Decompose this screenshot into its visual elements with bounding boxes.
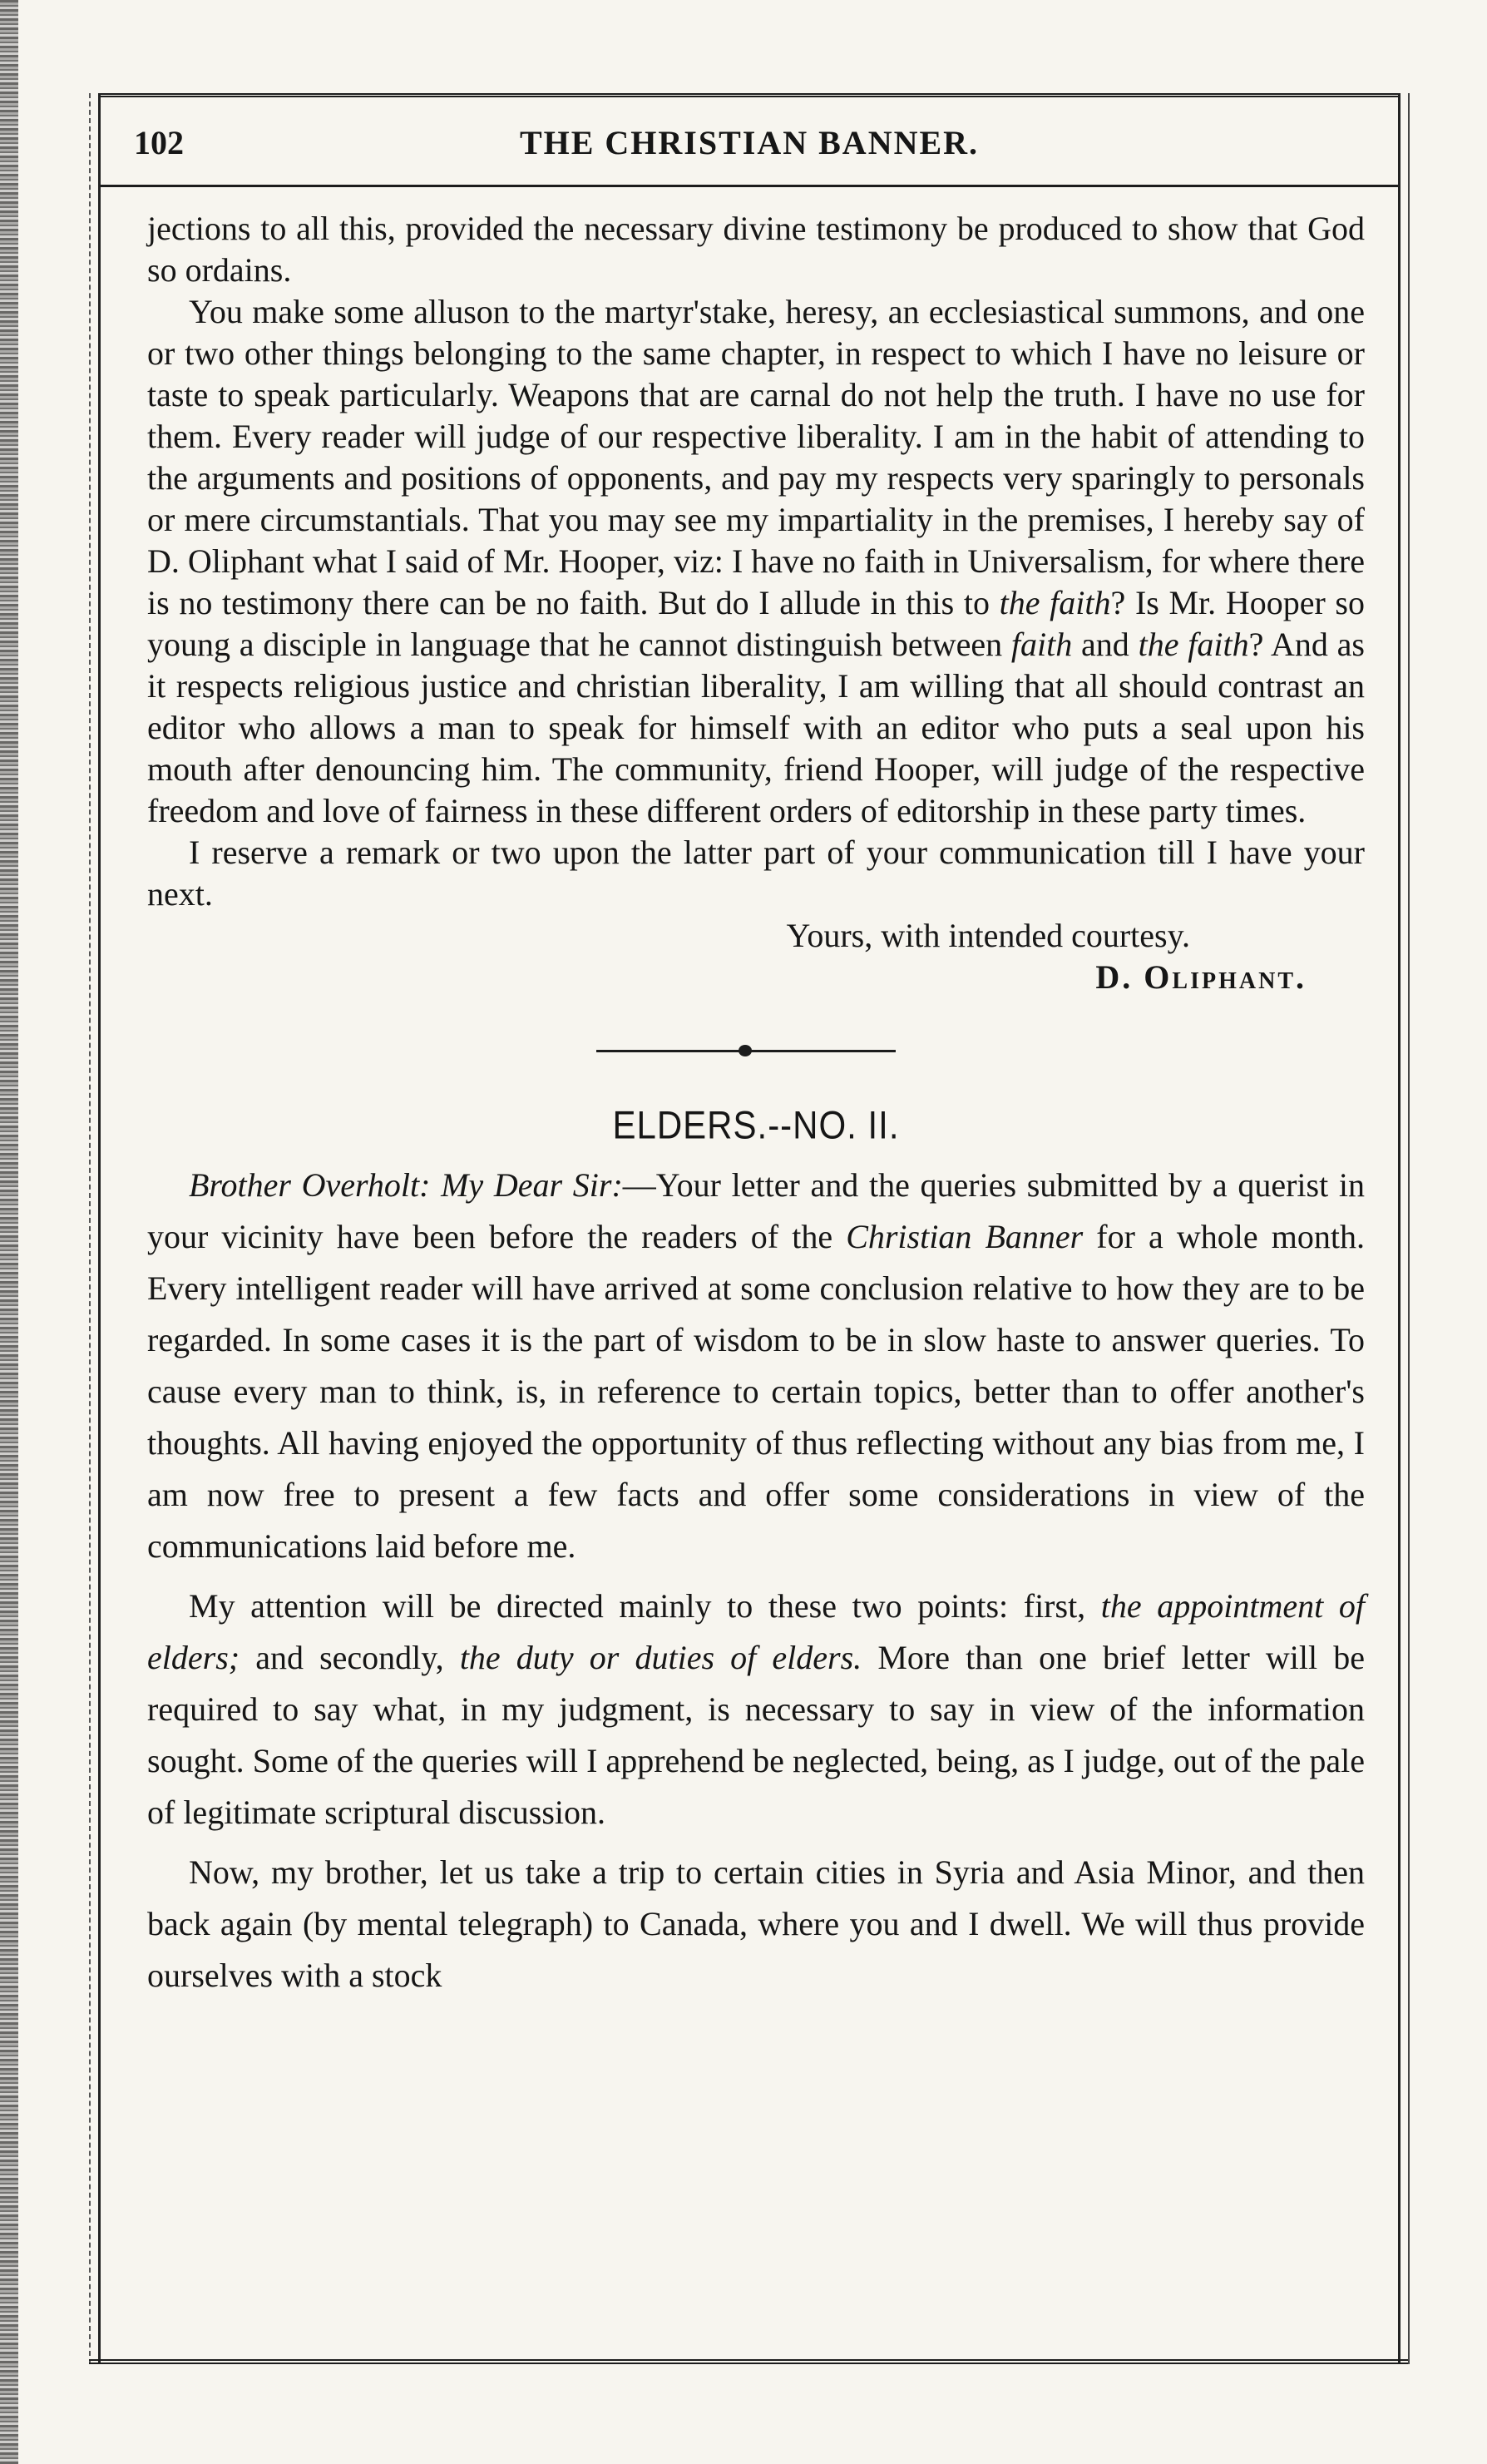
letter-continuation <box>147 208 1365 998</box>
letter-text: ? Is Mr. Hooper so young a disciple in language that he cannot distinguish between <box>147 584 1365 663</box>
header-rule <box>101 185 1398 187</box>
bottom-double-rule <box>89 2359 1410 2364</box>
letter-closing: Yours, with intended courtesy. <box>786 917 1190 954</box>
article-italic-banner: Christian Banner <box>846 1218 1084 1255</box>
article-salutation: Brother Overholt: My Dear Sir: <box>189 1166 623 1204</box>
running-title: THE CHRISTIAN BANNER. <box>519 124 980 161</box>
article-italic-appointment: the appointment of elders; <box>147 1587 1365 1676</box>
article-title: ELDERS.--NO. II. <box>612 1103 900 1147</box>
article-text: More than one brief letter will be required to say what, in my judgment, is necessary to say in view of the information sought. Some of the queries will I apprehend be neglected, being, as I judge, out of the pale of legitimate scriptural discussion. <box>147 1639 1366 1831</box>
section-divider <box>147 998 1365 1095</box>
top-double-rule <box>101 93 1398 97</box>
article-text: My attention will be directed mainly to these two points: first, <box>189 1587 1101 1625</box>
letter-text: and <box>1072 626 1139 663</box>
article-text: for a whole month. Every intelligent reader will have arrived at some conclusion relative to how they are to be regarded. In some cases it is the part of wisdom to be in slow haste to answer queries. To cause every man to think, is, in reference to certain topics, better than to offer another's thoughts. All having enjoyed the opportunity of thus reflecting without any bias from me, I am now free to present a few facts and offer some considerations in view of the communications laid before me. <box>147 1218 1366 1565</box>
letter-signature: D. Oliphant. <box>1095 958 1307 996</box>
letter-italic-faith: faith <box>1010 626 1073 663</box>
letter-italic-the-faith: the faith <box>999 584 1111 621</box>
scan-binding-edge <box>0 0 18 2464</box>
article-paragraph-3: Now, my brother, let us take a trip to certain cities in Syria and Asia Minor, and then back again (by mental telegraph) to Canada, where you and I dwell. We will thus provide ourselves with a stock <box>147 1853 1365 1994</box>
letter-text: ? And as it respects religious justice and christian liberality, I am willing that all should contrast an editor who allows a man to speak for himself with an editor who puts a seal upon his mouth after denouncing him. The community, friend Hooper, will judge of the respective freedom and love of fairness in these different orders of editorship in these party times. <box>147 626 1365 829</box>
article-italic-duties: the duty or duties of elders. <box>459 1639 862 1676</box>
article-paragraph-1 <box>147 1160 1365 1572</box>
page-number: 102 <box>134 124 184 161</box>
elders-article <box>147 1100 1365 2001</box>
article-paragraph-2 <box>147 1581 1365 1838</box>
letter-italic-the-faith-2: the faith <box>1138 626 1249 663</box>
letter-paragraph-3: I reserve a remark or two upon the latter part of your communication till I have your next. <box>147 834 1365 913</box>
divider-ornament <box>739 1045 752 1056</box>
article-text: and secondly, <box>240 1639 460 1676</box>
letter-text: You make some alluson to the martyr'stake, heresy, an ecclesiastical summons, and one or two other things belonging to the same chapter, in respect to which I have no leisure or taste to speak particularly. Weapons that are carnal do not help the truth. I have no use for them. Every reader will judge of our respective liberality. I am in the habit of attending to the arguments and positions of opponents, and pay my respects very sparingly to personals or mere circumstantials. That you may see my impartiality in the premises, I hereby say of D. Oliphant what I said of Mr. Hooper, viz: I have no faith in Universalism, for where there is no testimony there can be no faith. But do I allude in this to <box>147 293 1365 621</box>
journal-page <box>98 93 1401 2364</box>
page-body <box>147 208 1365 2010</box>
article-text: —Your letter and the queries submitted by a querist in your vicinity have been before the readers of the <box>147 1166 1365 1255</box>
letter-paragraph-2 <box>147 291 1365 832</box>
letter-paragraph-1: jections to all this, provided the necessary divine testimony be produced to show that God so ordains. <box>147 210 1365 289</box>
page-header <box>134 123 1365 173</box>
